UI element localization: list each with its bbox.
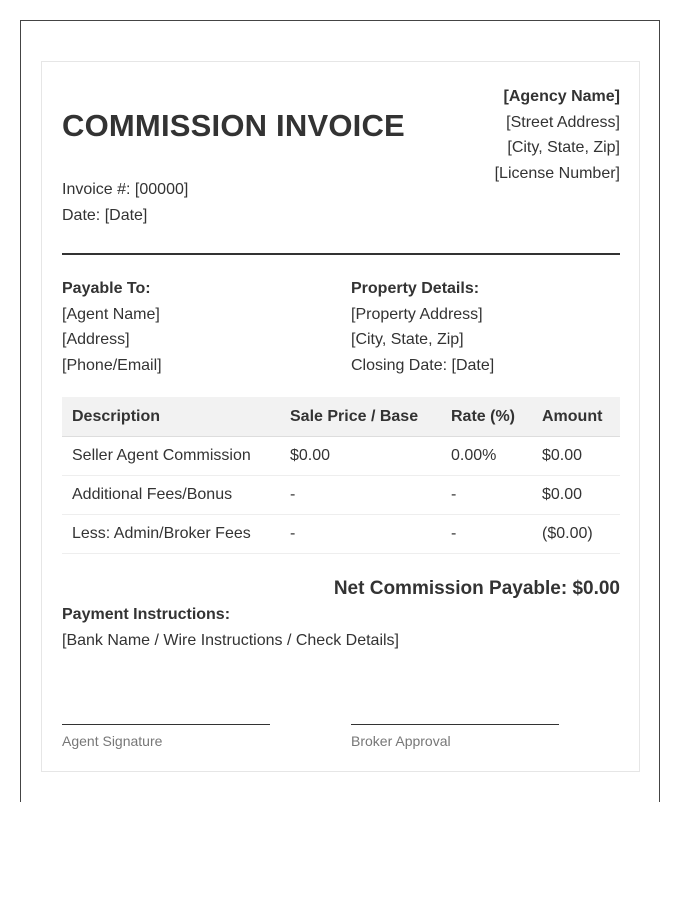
table-cell: $0.00 <box>280 437 441 476</box>
property-details-heading: Property Details: <box>351 280 480 297</box>
table-cell: 0.00% <box>441 437 532 476</box>
agency-street: [Street Address] <box>506 113 620 131</box>
payable-to-line: [Address] <box>62 331 130 349</box>
agency-city: [City, State, Zip] <box>507 139 620 157</box>
broker-approval-line <box>351 724 559 725</box>
payable-to-heading: Payable To: <box>62 280 151 297</box>
agent-signature-label: Agent Signature <box>62 733 163 749</box>
property-details-line: Closing Date: [Date] <box>351 357 495 375</box>
table-row <box>62 437 620 476</box>
agent-signature-block <box>62 709 270 749</box>
table-row <box>62 515 620 554</box>
broker-approval-label: Broker Approval <box>351 733 451 749</box>
invoice-title: COMMISSION INVOICE <box>62 108 405 143</box>
table-cell: $0.00 <box>532 437 620 476</box>
table-cell: - <box>280 476 441 515</box>
table-cell: $0.00 <box>532 476 620 515</box>
column-header-sale-price: Sale Price / Base <box>280 397 441 437</box>
payment-instructions-heading: Payment Instructions: <box>62 606 231 623</box>
column-header-rate: Rate (%) <box>441 397 532 437</box>
invoice-date: Date: [Date] <box>62 207 148 224</box>
table-cell: ($0.00) <box>532 515 620 554</box>
property-details-block <box>351 276 494 379</box>
table-cell: - <box>441 476 532 515</box>
payable-to-block <box>62 276 162 379</box>
column-header-description: Description <box>62 397 280 437</box>
header-divider <box>62 253 620 255</box>
agent-signature-line <box>62 724 270 725</box>
table-cell: Less: Admin/Broker Fees <box>62 515 280 554</box>
payable-to-line: [Agent Name] <box>62 305 160 323</box>
property-details-line: [City, State, Zip] <box>351 331 464 349</box>
payment-instructions-text: [Bank Name / Wire Instructions / Check Details] <box>62 632 399 649</box>
broker-approval-block <box>351 709 559 749</box>
table-cell: Additional Fees/Bonus <box>62 476 280 515</box>
table-header-row <box>62 397 620 437</box>
agency-license: [License Number] <box>494 165 620 183</box>
agency-name: [Agency Name] <box>503 88 620 105</box>
property-details-line: [Property Address] <box>351 305 483 323</box>
invoice-meta <box>62 177 188 229</box>
table-cell: - <box>441 515 532 554</box>
payable-to-line: [Phone/Email] <box>62 357 162 375</box>
agency-info <box>495 84 620 187</box>
commission-table <box>62 397 620 554</box>
table-row <box>62 476 620 515</box>
table-cell: Seller Agent Commission <box>62 437 280 476</box>
table-cell: - <box>280 515 441 554</box>
net-commission-total: Net Commission Payable: $0.00 <box>333 578 620 599</box>
column-header-amount: Amount <box>532 397 620 437</box>
invoice-number: Invoice #: [00000] <box>62 181 189 198</box>
